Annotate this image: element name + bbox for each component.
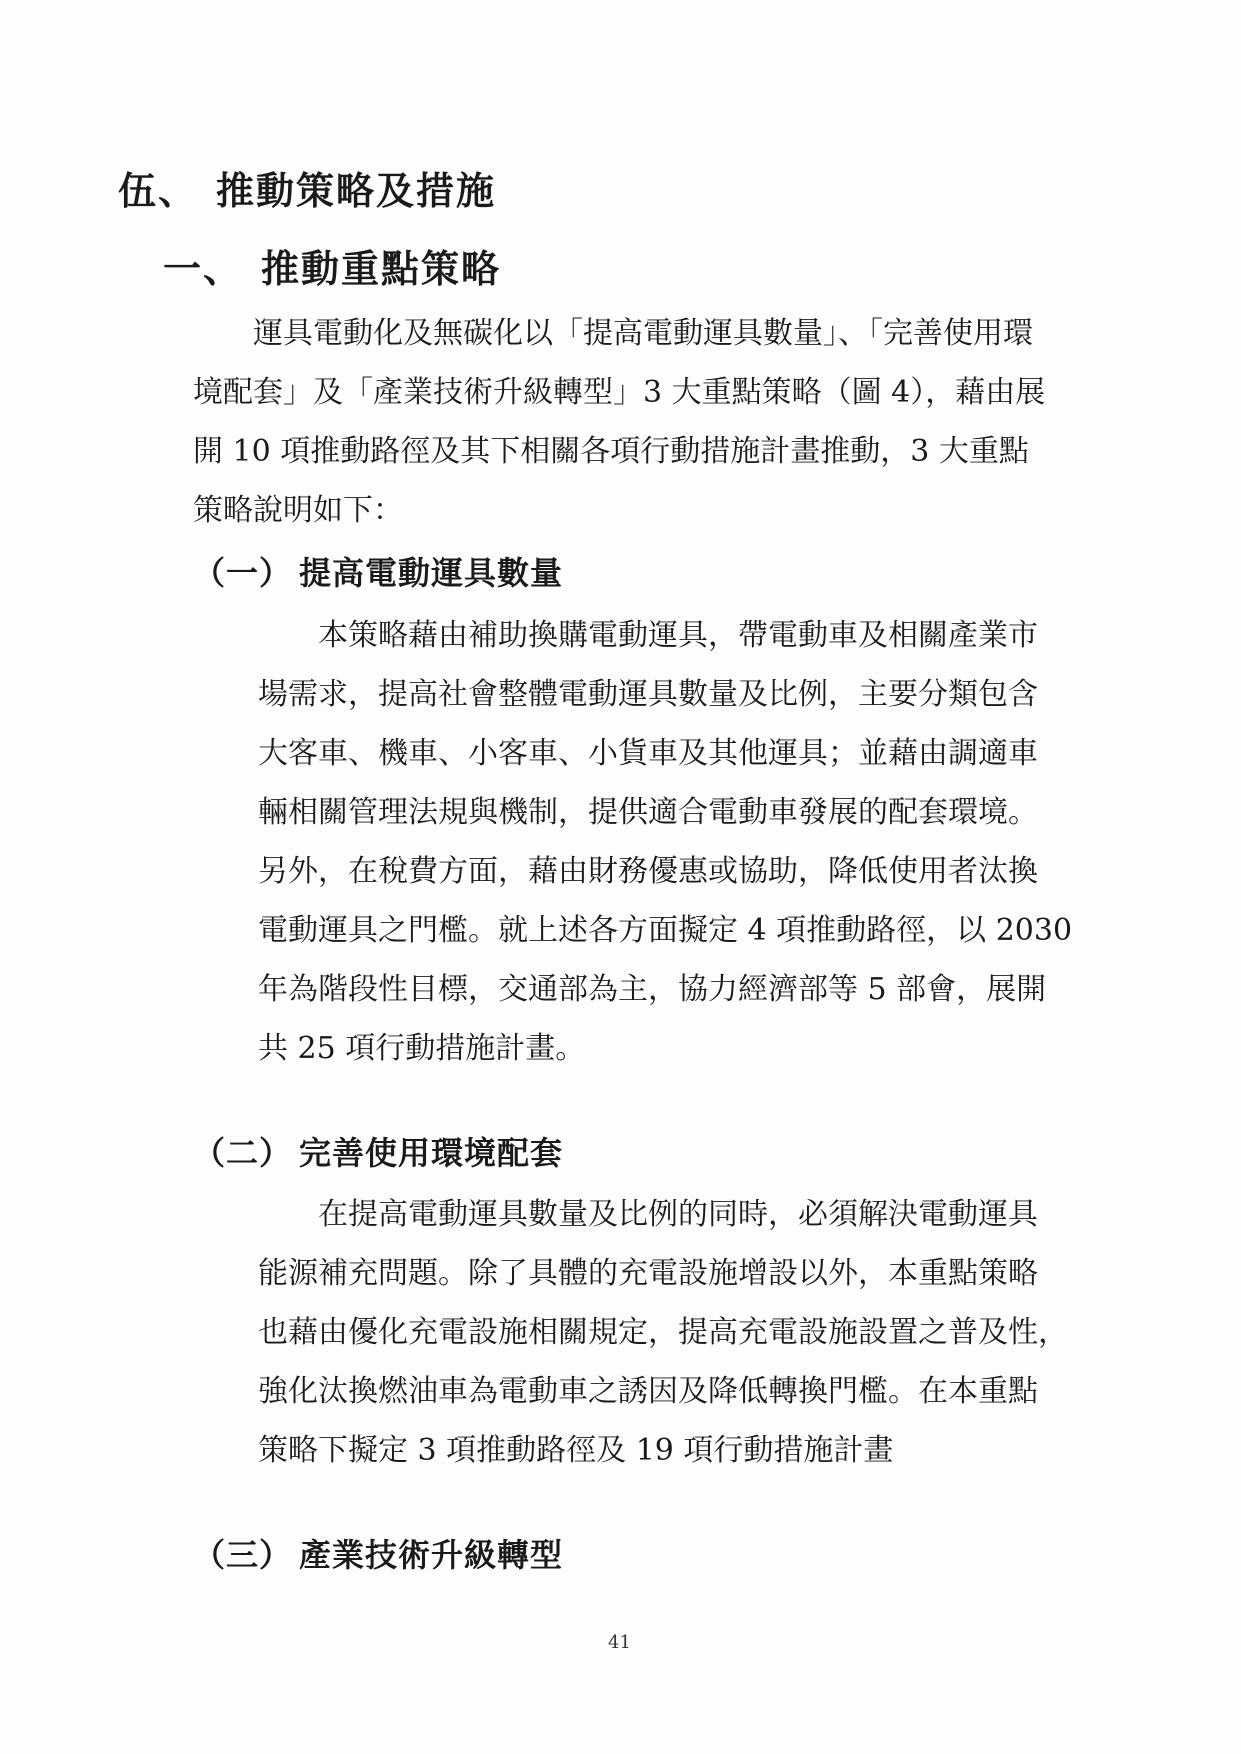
strategy-line: 在提高電動運具數量及比例的同時，必須解決電動運具 <box>318 1197 1038 1232</box>
strategy-line: 另外，在稅費方面，藉由財務優惠或協助，降低使用者汰換 <box>258 854 1038 889</box>
section-heading <box>118 160 496 215</box>
strategy-line: 也藉由優化充電設施相關規定，提高充電設施設置之普及性， <box>258 1315 1068 1350</box>
strategy-heading-2 <box>193 1128 563 1174</box>
strategy-heading-3 <box>193 1530 563 1576</box>
strategy-title: 完善使用環境配套 <box>299 1134 564 1172</box>
strategy-line: 策略下擬定 3 項推動路徑及 19 項行動措施計畫 <box>258 1433 894 1468</box>
strategy-number: （三） <box>193 1536 293 1574</box>
section-number: 伍、 <box>118 169 199 213</box>
strategy-line: 能源補充問題。除了具體的充電設施增設以外，本重點策略 <box>258 1256 1038 1291</box>
subsection-number: 一、 <box>163 247 244 291</box>
strategy-line: 本策略藉由補助換購電動運具，帶電動車及相關產業市 <box>318 618 1038 653</box>
strategy-title: 提高電動運具數量 <box>299 554 564 592</box>
strategy-line: 大客車、機車、小客車、小貨車及其他運具；並藉由調適車 <box>258 736 1038 771</box>
strategy-title: 產業技術升級轉型 <box>299 1536 564 1574</box>
strategy-paragraph-1 <box>258 606 1158 1078</box>
page-number: 41 <box>608 1632 631 1653</box>
subsection-title: 推動重點策略 <box>261 247 502 291</box>
intro-line: 開 10 項推動路徑及其下相關各項行動措施計畫推動，3 大重點 <box>193 434 1029 469</box>
strategy-line: 電動運具之門檻。就上述各方面擬定 4 項推動路徑，以 2030 <box>258 913 1073 948</box>
intro-line: 策略說明如下： <box>193 493 403 528</box>
strategy-line: 共 25 項行動措施計畫。 <box>258 1031 586 1066</box>
intro-line: 境配套」及「產業技術升級轉型」3 大重點策略（圖 4），藉由展 <box>193 375 1046 410</box>
strategy-line: 場需求，提高社會整體電動運具數量及比例，主要分類包含 <box>258 677 1038 712</box>
strategy-line: 輛相關管理法規與機制，提供適合電動車發展的配套環境。 <box>258 795 1038 830</box>
strategy-line: 強化汰換燃油車為電動車之誘因及降低轉換門檻。在本重點 <box>258 1374 1038 1409</box>
strategy-paragraph-2 <box>258 1185 1158 1480</box>
intro-paragraph <box>193 304 1153 540</box>
subsection-heading <box>163 238 501 293</box>
strategy-number: （二） <box>193 1134 293 1172</box>
intro-line: 運具電動化及無碳化以「提高電動運具數量」、「完善使用環 <box>253 316 1033 351</box>
strategy-line: 年為階段性目標，交通部為主，協力經濟部等 5 部會，展開 <box>258 972 1047 1007</box>
strategy-heading-1 <box>193 548 563 594</box>
section-title: 推動策略及措施 <box>216 169 497 213</box>
strategy-number: （一） <box>193 554 293 592</box>
